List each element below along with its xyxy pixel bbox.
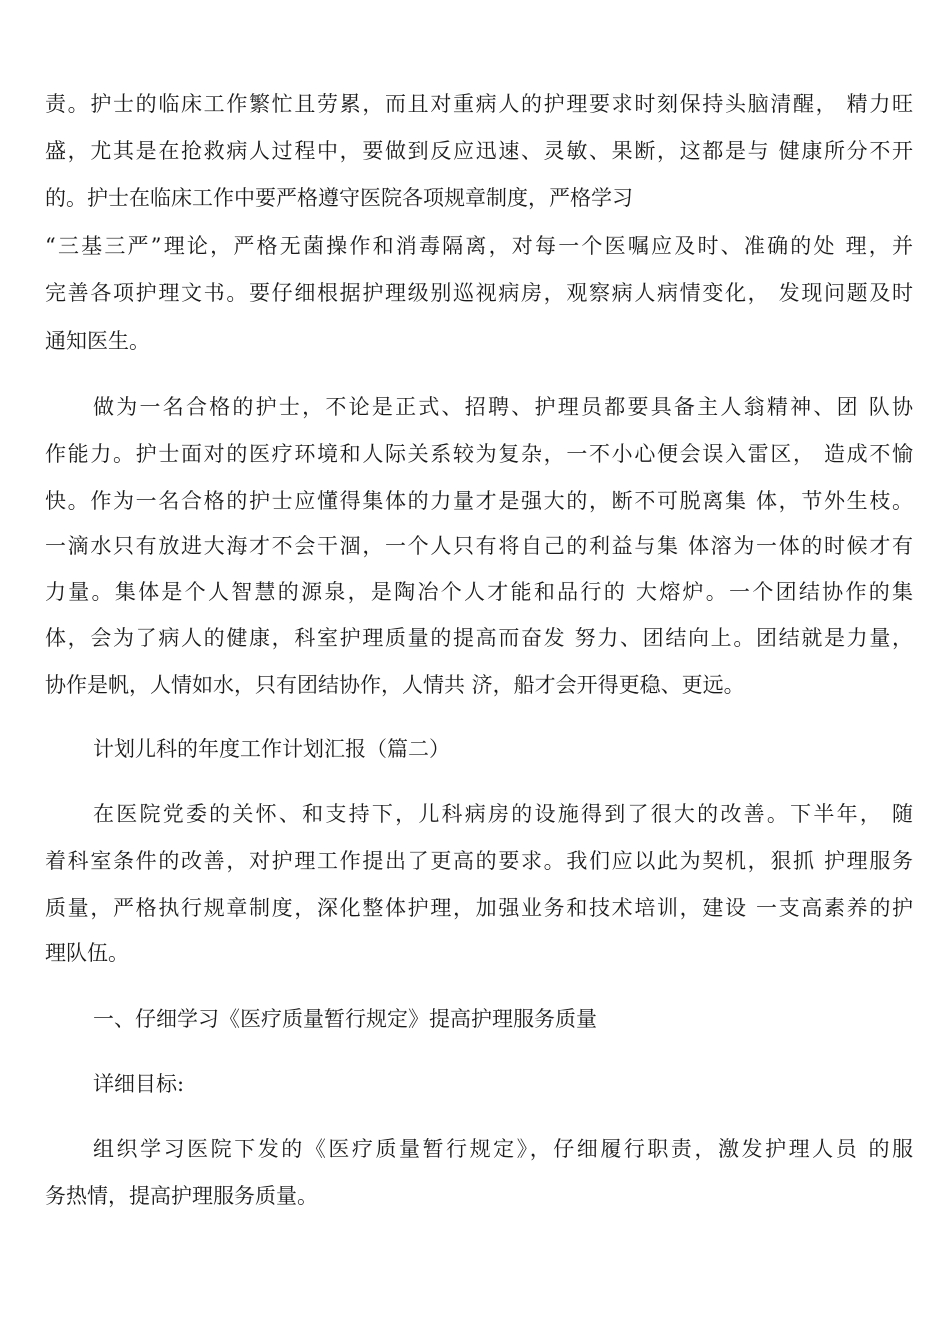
intro-line-1: 责。护士的临床工作繁忙且劳累，而且对重病人的护理要求时刻保持头脑清醒， 精力旺	[45, 92, 913, 116]
teamwork-line-7: 协作是帆，人情如水，只有团结协作，人情共 济，船才会开得更稳、更远。	[45, 673, 745, 697]
teamwork-line-2: 作能力。护士面对的医疗环境和人际关系较为复杂，一不小心便会误入雷区， 造成不愉	[45, 442, 913, 466]
intro-line-3: 的。护士在临床工作中要严格遵守医院各项规章制度，严格学习	[45, 186, 633, 210]
teamwork-line-1: 做为一名合格的护士，不论是正式、招聘、护理员都要具备主人翁精神、团 队协	[93, 395, 913, 419]
teamwork-line-6: 体，会为了病人的健康，科室护理质量的提高而奋发 努力、团结向上。团结就是力量，	[45, 626, 913, 650]
teamwork-line-5: 力量。集体是个人智慧的源泉，是陶冶个人才能和品行的 大熔炉。一个团结协作的集	[45, 580, 913, 604]
section-intro-line-3: 质量，严格执行规章制度，深化整体护理，加强业务和技术培训，建设 一支高素养的护	[45, 896, 913, 920]
intro-line-2: 盛，尤其是在抢救病人过程中，要做到反应迅速、灵敏、果断，这都是与 健康所分不开	[45, 139, 913, 163]
heading-one: 一、仔细学习《医疗质量暂行规定》提高护理服务质量	[93, 1007, 597, 1031]
goal-label: 详细目标:	[93, 1072, 185, 1096]
intro-line-6: 通知医生。	[45, 329, 150, 353]
teamwork-line-3: 快。作为一名合格的护士应懂得集体的力量才是强大的，断不可脱离集 体，节外生枝。	[45, 489, 913, 513]
section-intro-line-1: 在医院党委的关怀、和支持下，儿科病房的设施得到了很大的改善。下半年， 随	[93, 802, 913, 826]
intro-line-5: 完善各项护理文书。要仔细根据护理级别巡视病房，观察病人病情变化， 发现问题及时	[45, 281, 913, 305]
section-intro-line-4: 理队伍。	[45, 941, 129, 965]
section-title: 计划儿科的年度工作计划汇报（篇二）	[93, 737, 450, 761]
section-intro-line-2: 着科室条件的改善，对护理工作提出了更高的要求。我们应以此为契机，狠抓 护理服务	[45, 849, 913, 873]
goal-line-2: 务热情，提高护理服务质量。	[45, 1184, 318, 1208]
goal-line-1: 组织学习医院下发的《医疗质量暂行规定》，仔细履行职责，激发护理人员 的服	[93, 1137, 913, 1161]
intro-line-4: “三基三严”理论，严格无菌操作和消毒隔离，对每一个医嘱应及时、准确的处 理，并	[45, 234, 913, 258]
teamwork-line-4: 一滴水只有放进大海才不会干涸，一个人只有将自己的利益与集 体溶为一体的时候才有	[45, 534, 913, 558]
